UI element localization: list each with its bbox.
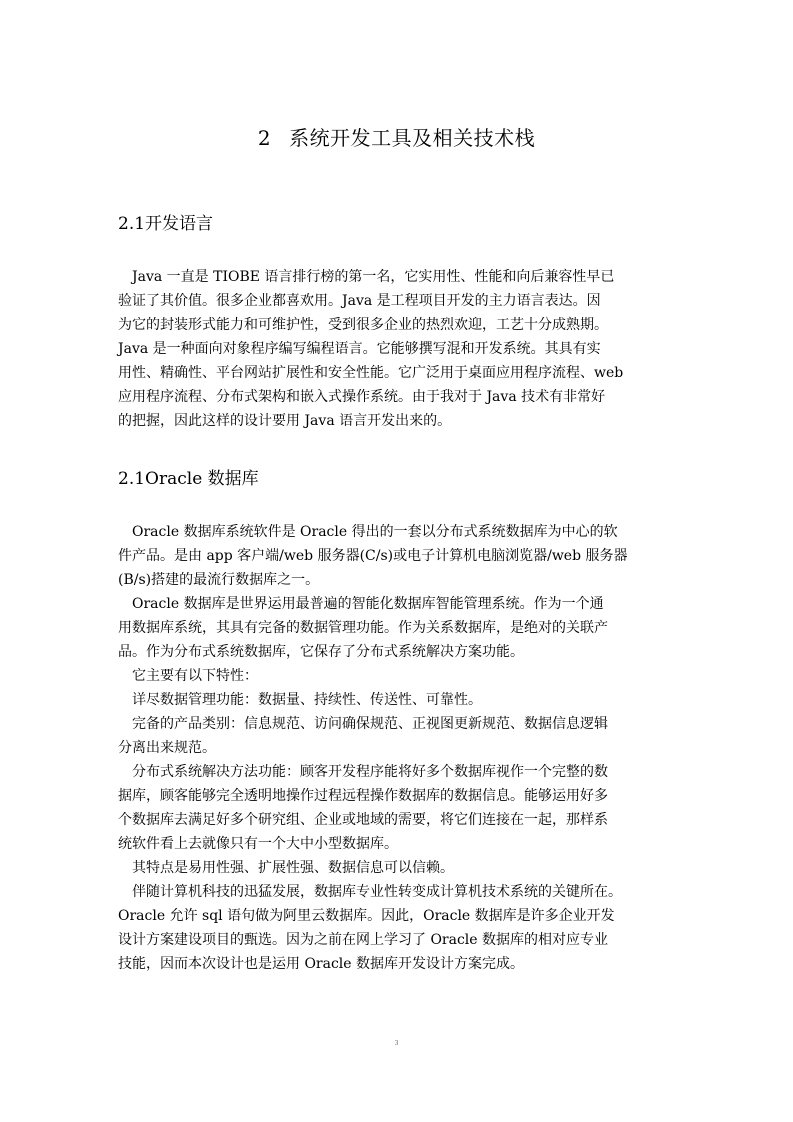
paragraph-line: 用数据库系统，其具有完备的数据管理功能。作为关系数据库，是绝对的关联产 bbox=[118, 620, 608, 636]
paragraph-line: 伴随计算机科技的迅猛发展，数据库专业性转变成计算机技术系统的关键所在。 bbox=[118, 884, 622, 900]
paragraph-line: 品。作为分布式系统数据库，它保存了分布式系统解决方案功能。 bbox=[118, 644, 524, 660]
paragraph-line: 的把握，因此这样的设计要用 Java 语言开发出来的。 bbox=[118, 413, 452, 429]
paragraph-line: 设计方案建设项目的甄选。因为之前在网上学习了 Oracle 数据库的相对应专业 bbox=[118, 932, 609, 948]
paragraph-line: 个数据库去满足好多个研究组、企业或地域的需要，将它们连接在一起，那样系 bbox=[118, 812, 608, 828]
paragraph-line: 它主要有以下特性： bbox=[118, 668, 258, 684]
paragraph-line: 验证了其价值。很多企业都喜欢用。Java 是工程项目开发的主力语言表达。因 bbox=[118, 293, 601, 309]
chapter-number: 2 bbox=[257, 126, 272, 150]
section-heading-language: 2.1开发语言 bbox=[118, 214, 214, 234]
section-body-oracle bbox=[118, 520, 678, 976]
page-number: 3 bbox=[394, 1040, 399, 1047]
paragraph-line: Java 是一种面向对象程序编写编程语言。它能够撰写混和开发系统。其具有实 bbox=[118, 341, 601, 357]
paragraph-line: Oracle 数据库是世界运用最普遍的智能化数据库智能管理系统。作为一个通 bbox=[118, 596, 604, 612]
paragraph-line: 技能，因而本次设计也是运用 Oracle 数据库开发设计方案完成。 bbox=[118, 956, 525, 972]
paragraph-line: 为它的封装形式能力和可维护性，受到很多企业的热烈欢迎，工艺十分成熟期。 bbox=[118, 317, 608, 333]
paragraph-line: Oracle 允许 sql 语句做为阿里云数据库。因此，Oracle 数据库是许多企业开发 bbox=[118, 908, 615, 924]
paragraph-line: 其特点是易用性强、扩展性强、数据信息可以信赖。 bbox=[118, 860, 454, 876]
paragraph-line: (B/s)搭建的最流行数据库之一。 bbox=[118, 572, 320, 588]
paragraph-line: 件产品。是由 app 客户端/web 服务器(C/s)或电子计算机电脑浏览器/web 服务器 bbox=[118, 548, 628, 564]
paragraph-line: 分布式系统解决方法功能：顾客开发程序能将好多个数据库视作一个完整的数 bbox=[118, 764, 608, 780]
chapter-title bbox=[0, 124, 793, 152]
paragraph-line: 分离出来规范。 bbox=[118, 740, 216, 756]
paragraph-line: 用性、精确性、平台网站扩展性和安全性能。它广泛用于桌面应用程序流程、web bbox=[118, 365, 624, 381]
section-body-language bbox=[118, 265, 678, 433]
paragraph-line: 应用程序流程、分布式架构和嵌入式操作系统。由于我对于 Java 技术有非常好 bbox=[118, 389, 606, 405]
paragraph-line: Java 一直是 TIOBE 语言排行榜的第一名，它实用性、性能和向后兼容性早已 bbox=[118, 269, 615, 285]
paragraph-line: 统软件看上去就像只有一个大中小型数据库。 bbox=[118, 836, 398, 852]
paragraph-line: 据库，顾客能够完全透明地操作过程远程操作数据库的数据信息。能够运用好多 bbox=[118, 788, 608, 804]
chapter-title-text: 系统开发工具及相关技术栈 bbox=[289, 126, 536, 150]
paragraph-line: 完备的产品类别：信息规范、访问确保规范、正视图更新规范、数据信息逻辑 bbox=[118, 716, 608, 732]
section-heading-oracle: 2.1Oracle 数据库 bbox=[118, 469, 259, 489]
paragraph-line: Oracle 数据库系统软件是 Oracle 得出的一套以分布式系统数据库为中心的软 bbox=[118, 524, 618, 540]
paragraph-line: 详尽数据管理功能：数据量、持续性、传送性、可靠性。 bbox=[118, 692, 482, 708]
